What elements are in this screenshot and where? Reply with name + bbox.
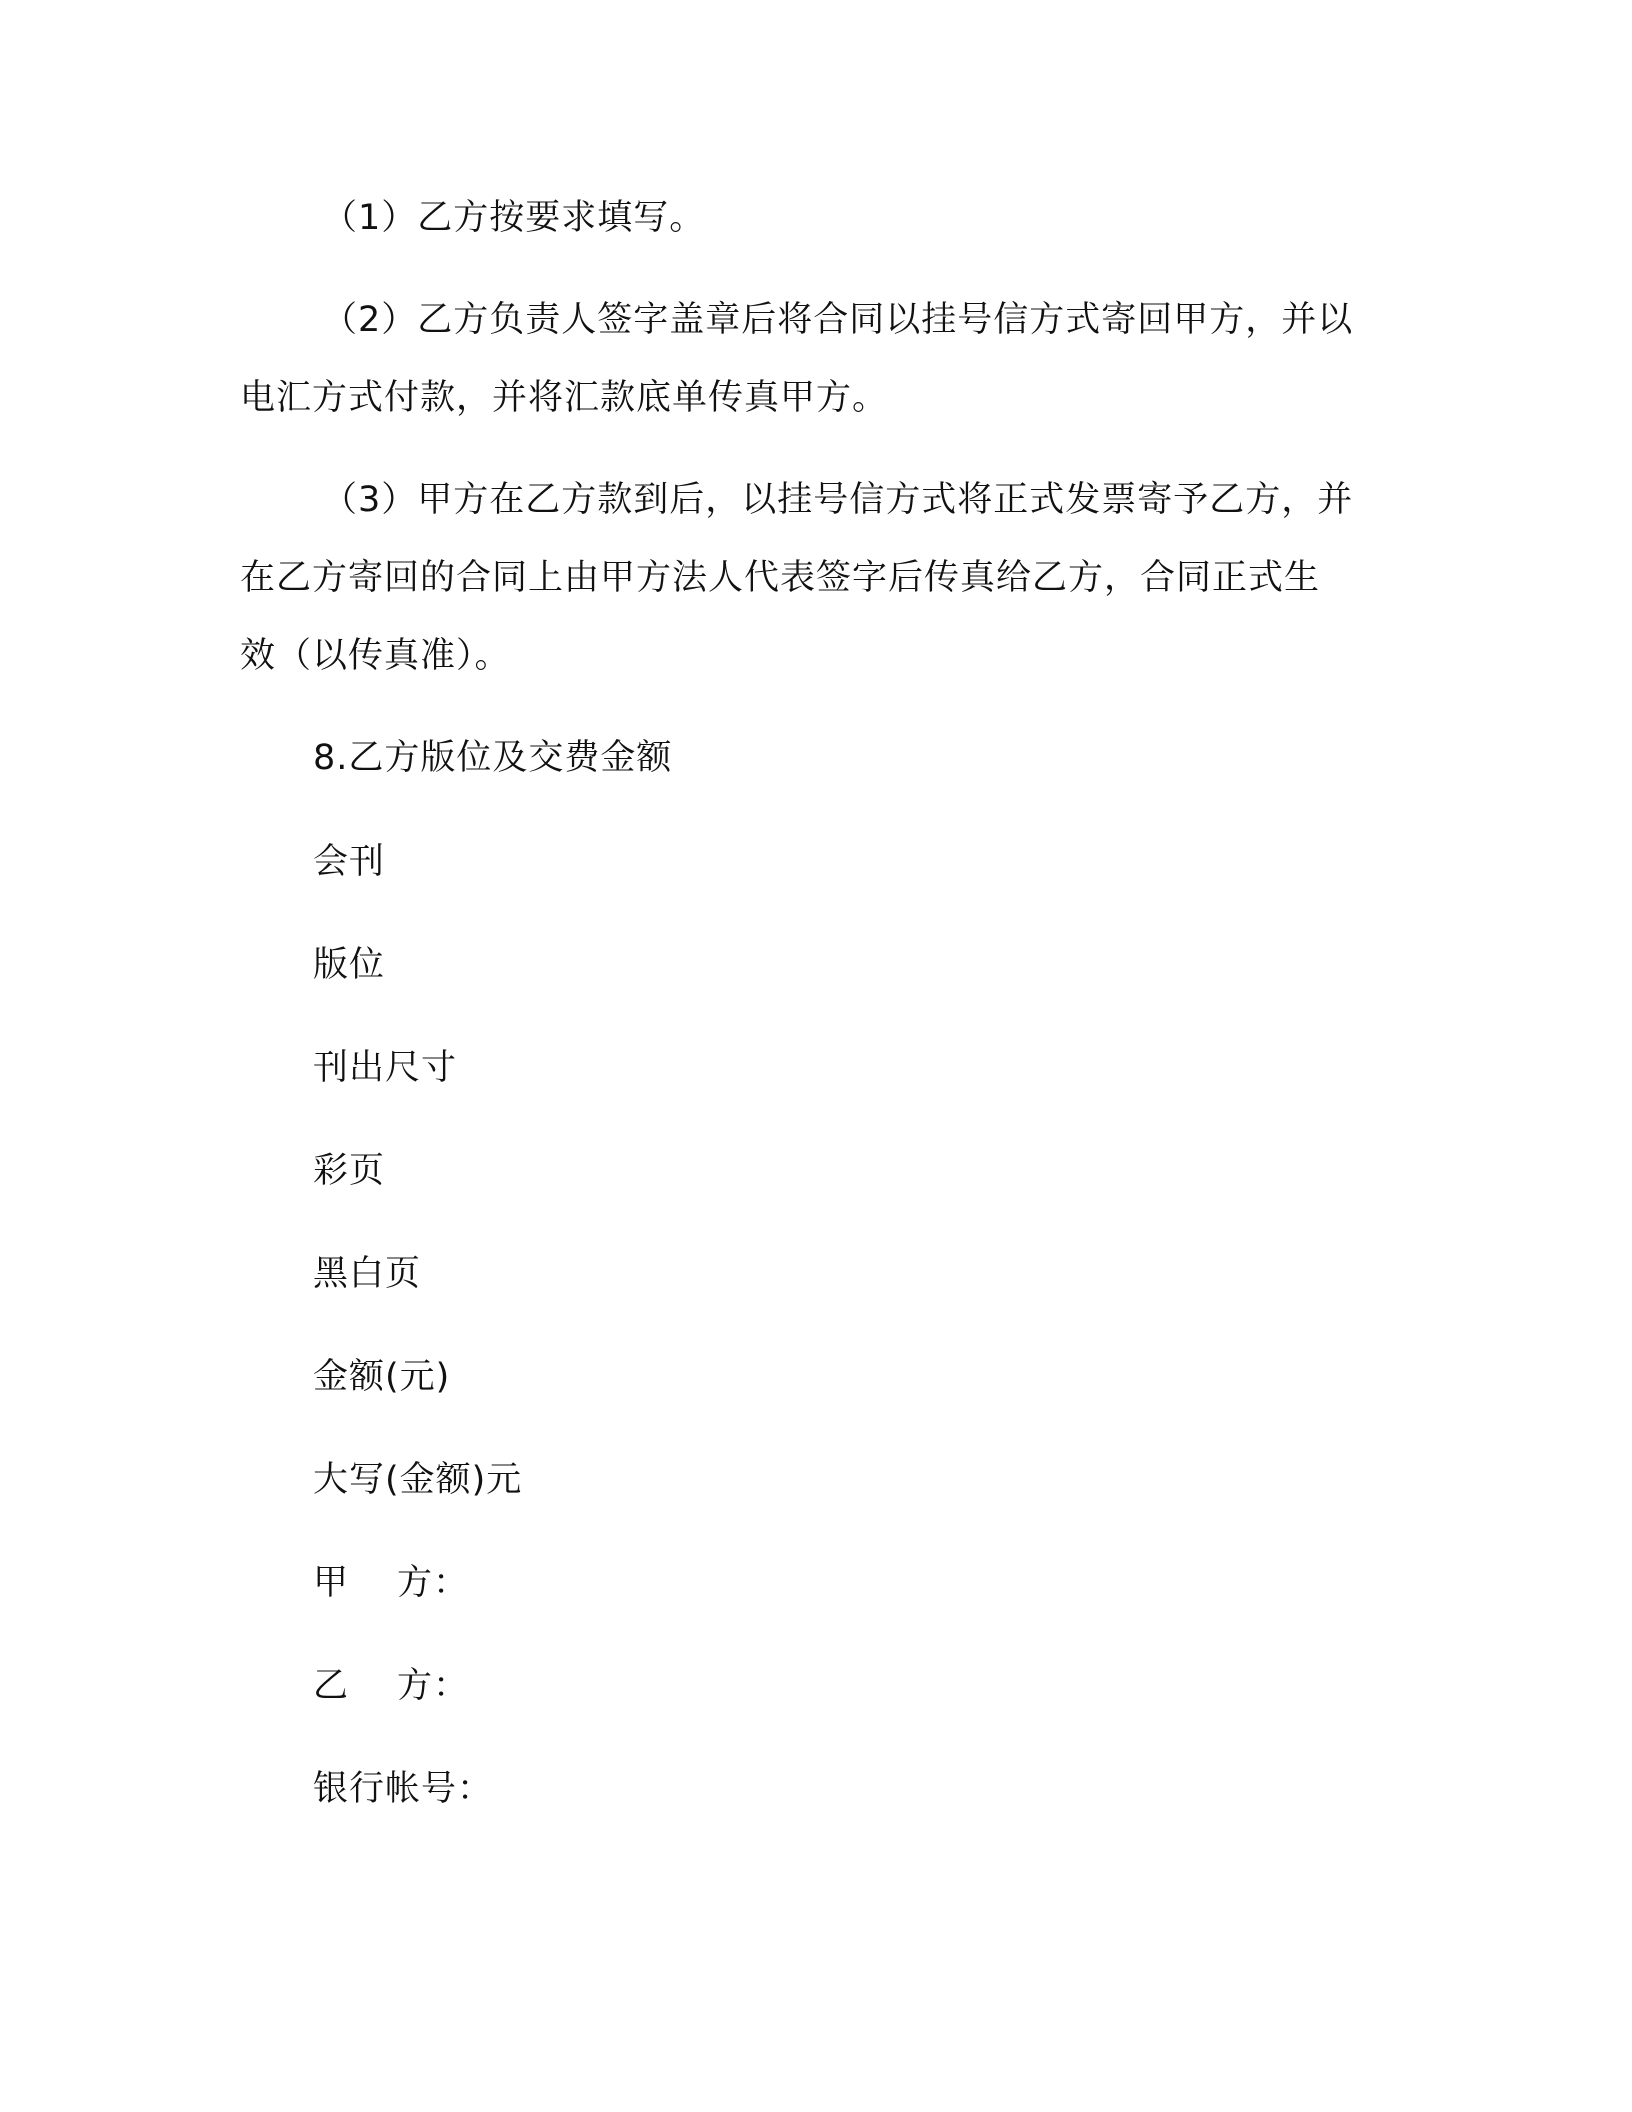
paragraph-3-line-2: 在乙方寄回的合同上由甲方法人代表签字后传真给乙方，合同正式生 [240, 558, 1321, 598]
paragraph-3-line-3: 效（以传真准）。 [240, 636, 511, 676]
item-amount-words: 大写(金额)元 [313, 1460, 523, 1500]
party-a-char-2: 方： [397, 1563, 470, 1603]
party-b-label [313, 1664, 469, 1708]
item-color-page: 彩页 [313, 1151, 386, 1191]
party-a-label [313, 1561, 469, 1605]
item-journal: 会刊 [313, 842, 386, 882]
item-position: 版位 [313, 945, 386, 985]
section-heading: 8.乙方版位及交费金额 [313, 738, 673, 778]
paragraph-1: （1）乙方按要求填写。 [322, 198, 706, 238]
paragraph-2-line-1: （2）乙方负责人签字盖章后将合同以挂号信方式寄回甲方，并以 [322, 300, 1354, 340]
item-size: 刊出尺寸 [313, 1048, 458, 1088]
paragraph-2-line-2: 电汇方式付款，并将汇款底单传真甲方。 [240, 378, 889, 418]
bank-account-label: 银行帐号： [313, 1769, 494, 1809]
item-amount: 金额(元) [313, 1357, 451, 1397]
party-b-char-1: 乙 [313, 1666, 350, 1706]
paragraph-3-line-1: （3）甲方在乙方款到后，以挂号信方式将正式发票寄予乙方，并 [322, 480, 1354, 520]
party-a-char-1: 甲 [313, 1563, 350, 1603]
item-bw-page: 黑白页 [313, 1254, 422, 1294]
party-b-char-2: 方： [397, 1666, 470, 1706]
